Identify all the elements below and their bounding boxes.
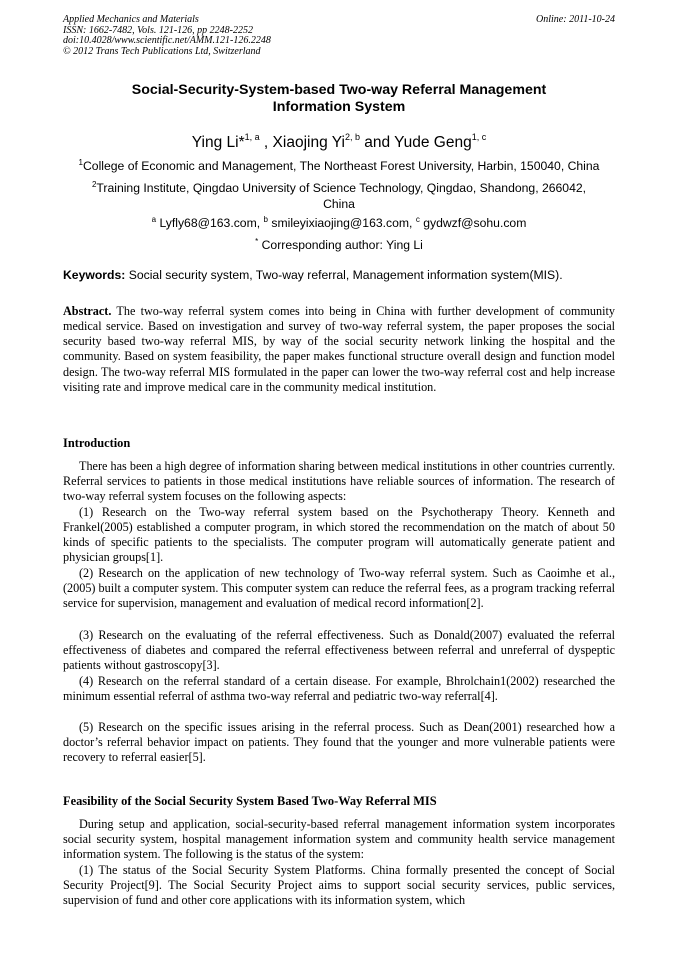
affiliation-2 [63,177,615,212]
affiliation-2-sup: 2 [91,180,97,189]
email-line [63,212,615,231]
affiliation-2-line-1: Training Institute, Qingdao University of Science Technology, Qingdao, Shandong, 266042, [96,181,587,195]
affiliation-1-text: College of Economic and Management, The Northeast Forest University, Harbin, 150040, China [83,159,600,173]
doi-line: doi:10.4028/www.scientific.net/AMM.121-126.2248 [63,35,271,47]
corresponding-author [63,234,615,253]
keywords-text: Social security system, Two-way referral, Management information system(MIS). [128,268,563,282]
intro-paragraph-3: (3) Research on the evaluating of the referral effectiveness. Such as Donald(2007) evaluated the referral effectiveness of diabetes and compared the referral effectiveness between referral and unreferral of dyspeptic patients without gastroscopy[3]. [63,628,615,673]
abstract-label: Abstract. [63,304,112,318]
corresponding-text: Corresponding author: Ying Li [261,238,423,252]
journal-header [63,15,615,57]
email-a-sup: a [151,215,157,224]
title-line-1: Social-Security-System-based Two-way Referral Management [131,82,547,98]
affiliation-1-sup: 1 [78,158,83,167]
email-a: Lyfly68@163.com, [159,216,261,230]
keywords [63,267,615,283]
issn-line: ISSN: 1662-7482, Vols. 121-126, pp 2248-2252 [63,24,253,36]
author-2-sup: 2, b [344,132,360,142]
author-list [63,127,615,153]
paper-title [63,82,615,116]
copyright-line: © 2012 Trans Tech Publications Ltd, Switzerland [63,45,261,57]
abstract-text: The two-way referral system comes into being in China with further development of community medical service. Based on investigation and survey of two-way referral system, the paper proposes the social security based two-way referral MIS, by way of the social security network linking the hospital and the community. Based on system feasibility, the paper makes functional structure overall design and function model design. The two-way referral MIS formulated in the paper can lower the two-way referral cost and help increase visiting rate and improve medical care in the community medical institution. [63,304,615,394]
email-b: smileyixiaojing@163.com, [271,216,413,230]
feasibility-paragraph-1: (1) The status of the Social Security System Platforms. China formally presented the concept of Social Security Project[9]. The Social Security Project aims to support social security services, public services, supervision of fund and other core applications with its information system, which [63,863,615,908]
email-b-sup: b [263,215,268,224]
author-3-sup: 1, c [471,132,487,142]
affiliation-2-line-2: China [323,197,355,211]
author-2: Xiaojing Yi [272,134,345,151]
introduction-heading: Introduction [63,436,131,450]
intro-paragraph-1: (1) Research on the Two-way referral system based on the Psychotherapy Theory. Kenneth and Frankel(2005) established a computer program, in which stored the recommendation on the match of about 50 kinds of specific patients to the specialists. The computer program will automatically generate patient and physician groups[1]. [63,505,615,565]
intro-paragraph-4: (4) Research on the referral standard of a certain disease. For example, Bhrolchain1(2002) researched the minimum essential referral of asthma two-way referral and pediatric two-way referral[4]. [63,674,615,704]
email-c: gydwzf@sohu.com [423,216,527,230]
affiliation-1 [63,155,615,174]
title-line-2: Information System [272,99,406,115]
feasibility-paragraph-0: During setup and application, social-security-based referral management information system incorporates social security system, hospital management information system and community health service management information system. The following is the status of the system: [63,817,615,862]
author-3: Yude Geng [394,134,472,151]
online-date: Online: 2011-10-24 [536,14,615,25]
corresponding-sup: * [255,237,259,246]
author-separator-2: and [359,134,395,151]
journal-name: Applied Mechanics and Materials [63,14,199,25]
intro-paragraph-2: (2) Research on the application of new technology of Two-way referral system. Such as Caoimhe et al.,(2005) built a computer system. This computer system can reduce the referral fees, as a program tracking referral service for supervision, management and evaluation of medical record information[2]. [63,566,615,611]
author-1-sup: 1, a [244,132,260,142]
email-c-sup: c [415,215,420,224]
intro-paragraph-5: (5) Research on the specific issues arising in the referral process. Such as Dean(2001) researched how a doctor’s referral behavior impact on patients. They found that the younger and more vulnerable patients were recovery to referral easier[5]. [63,720,615,765]
author-1: Ying Li* [191,134,245,151]
abstract [63,304,615,395]
keywords-label: Keywords: [63,268,126,282]
author-separator-1: , [259,134,273,151]
feasibility-heading: Feasibility of the Social Security System Based Two-Way Referral MIS [63,794,437,808]
intro-paragraph-0: There has been a high degree of information sharing between medical institutions in other countries currently. Referral services to patients in those medical institutions have reliable sources of information. The research of two-way referral system focuses on the following aspects: [63,459,615,504]
